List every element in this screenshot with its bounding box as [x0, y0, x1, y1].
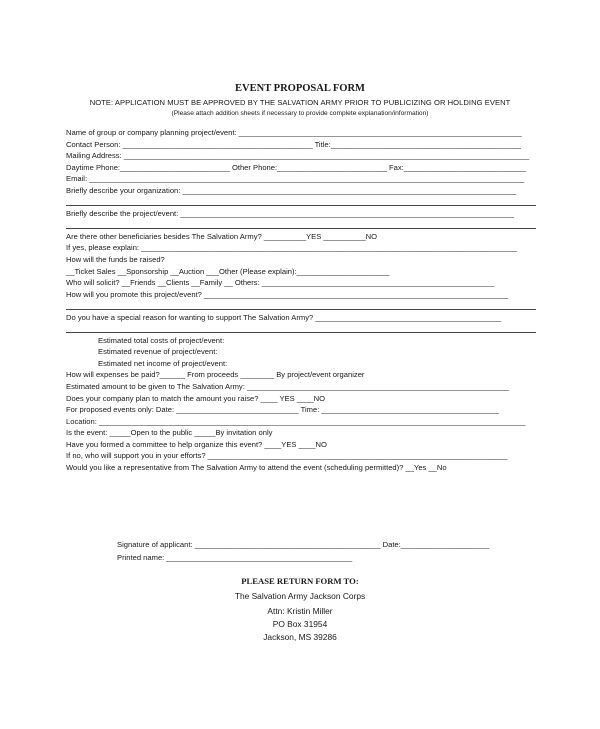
- field-special-reason[interactable]: Do you have a special reason for wanting to support The Salvation Army? ____________________________________________: [66, 312, 502, 322]
- field-estimated-costs[interactable]: Estimated total costs of project/event:: [98, 335, 225, 345]
- field-representative[interactable]: Would you like a representative from The Salvation Army to attend the event (scheduling permitted)? __Yes __No: [66, 462, 447, 472]
- field-estimated-revenue[interactable]: Estimated revenue of project/event:: [98, 347, 218, 357]
- blank-line: [66, 309, 536, 310]
- field-contact-person[interactable]: Contact Person: _____________________________________________ Title:_____________________________________________: [66, 139, 521, 149]
- form-title: EVENT PROPOSAL FORM: [235, 83, 365, 94]
- field-event-date-time[interactable]: For proposed events only: Date: _____________________________ Time: __________________________________________: [66, 405, 499, 415]
- return-address-line: The Salvation Army Jackson Corps: [234, 591, 366, 601]
- attachment-note: (Please attach addition sheets if necessary to provide complete explanation/information): [171, 110, 429, 117]
- field-project-description[interactable]: Briefly describe the project/event: _______________________________________________________________________________: [66, 208, 515, 218]
- field-email[interactable]: Email: _______________________________________________________________________________________________________: [66, 174, 525, 184]
- field-committee-formed[interactable]: Have you formed a committee to help organize this event? ____YES ____NO: [66, 439, 327, 449]
- blank-line: [66, 205, 536, 206]
- field-beneficiaries-explain[interactable]: If yes, please explain: _________________________________________________________________________________________: [66, 243, 518, 253]
- blank-line: [66, 228, 536, 229]
- field-event-access[interactable]: Is the event: _____Open to the public _____By invitation only: [66, 428, 273, 438]
- field-who-will-solicit[interactable]: Who will solicit? __Friends __Clients __Family __ Others: _______________________________________________________: [66, 278, 495, 288]
- field-other-beneficiaries[interactable]: Are there other beneficiaries besides The Salvation Army? __________YES __________NO: [66, 231, 377, 241]
- field-organization-description-continued[interactable]: [66, 196, 536, 208]
- field-group-name[interactable]: Name of group or company planning project/event: ___________________________________________________________________: [66, 128, 522, 137]
- approval-note: NOTE: APPLICATION MUST BE APPROVED BY THE SALVATION ARMY PRIOR TO PUBLICIZING OR HOLDING EVENT: [89, 98, 511, 107]
- field-amount-given[interactable]: Estimated amount to be given to The Salvation Army: ______________________________________________________________: [66, 382, 509, 392]
- field-location[interactable]: Location: _____________________________________________________________________________________________________: [66, 416, 526, 426]
- field-company-match[interactable]: Does your company plan to match the amount you raise? ____ YES ____NO: [66, 393, 326, 403]
- field-expenses-paid[interactable]: How will expenses be paid?______ From proceeds ________ By project/event organizer: [66, 370, 365, 380]
- printed-name-field[interactable]: Printed name: ____________________________________________: [117, 553, 353, 562]
- form-fields: [66, 127, 536, 473]
- return-address-line: PO Box 31954: [272, 619, 328, 629]
- field-phones[interactable]: Daytime Phone:__________________________ Other Phone:__________________________ Fax:_____________________________: [66, 162, 527, 172]
- return-address-line: Jackson, MS 39286: [263, 632, 337, 642]
- field-funds-raised-question: How will the funds be raised?: [66, 255, 165, 265]
- field-promotion[interactable]: How will you promote this project/event? ________________________________________________________________________: [66, 289, 509, 299]
- field-estimated-net-income[interactable]: Estimated net income of project/event:: [98, 358, 228, 368]
- blank-line: [66, 332, 536, 333]
- field-project-description-continued[interactable]: [66, 219, 536, 231]
- field-organization-description[interactable]: Briefly describe your organization: _______________________________________________________________________________: [66, 185, 517, 195]
- field-promotion-continued[interactable]: [66, 300, 536, 312]
- field-special-reason-continued[interactable]: [66, 323, 536, 335]
- field-mailing-address[interactable]: Mailing Address: ________________________________________________________________________________________________: [66, 151, 530, 161]
- field-funds-raised-options[interactable]: __Ticket Sales __Sponsorship __Auction ___Other (Please explain):______________________: [66, 266, 390, 276]
- return-title: PLEASE RETURN FORM TO:: [241, 576, 359, 586]
- signature-field[interactable]: Signature of applicant: ____________________________________________ Date:_____________________: [117, 540, 490, 549]
- field-support[interactable]: If no, who will support you in your efforts? _______________________________________________________________________: [66, 451, 508, 461]
- return-address-line: Attn: Kristin Miller: [267, 606, 333, 616]
